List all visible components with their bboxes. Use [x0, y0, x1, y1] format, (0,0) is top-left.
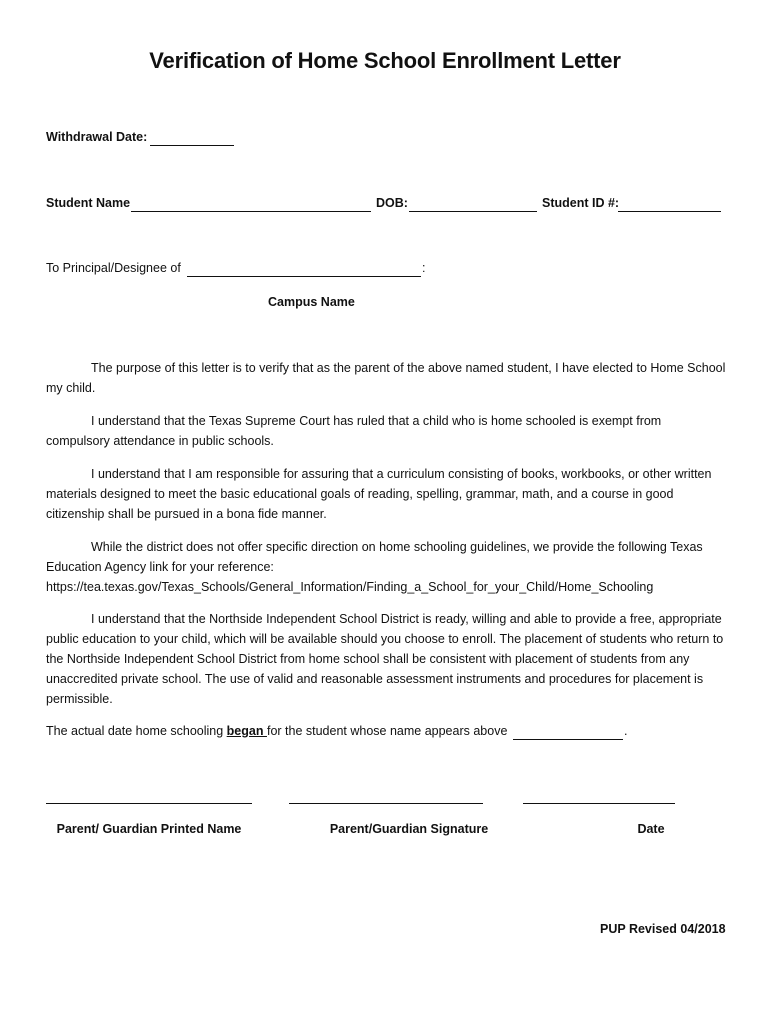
date-label: Date	[637, 822, 665, 836]
signature-line[interactable]	[289, 803, 483, 804]
student-name-label: Student Name	[46, 196, 131, 210]
paragraph-tea-link	[46, 537, 726, 597]
withdrawal-date-label: Withdrawal Date:	[46, 130, 148, 144]
dob-field[interactable]	[409, 211, 537, 212]
paragraph-tea-text: While the district does not offer specific direction on home schooling guidelines, we provide the following Texas Education Agency link for your reference:	[46, 540, 703, 574]
began-suffix: for the student whose name appears above	[266, 724, 508, 738]
principal-label: To Principal/Designee of	[46, 261, 181, 275]
campus-name-label: Campus Name	[268, 295, 355, 309]
paragraph-northside: I understand that the Northside Independent School District is ready, willing and able to provide a free, appropriate public education to your child, which will be available should you choose to enroll. The placement of students who return to the Northside Independent School District from home school shall be consistent with placement of students from any unaccredited private school. The use of valid and reasonable assessment instruments and procedures for placement is permissible.	[46, 612, 724, 706]
began-emphasis: began	[226, 724, 267, 738]
withdrawal-date-field[interactable]	[150, 145, 234, 146]
signature-label: Parent/Guardian Signature	[329, 822, 489, 836]
principal-colon: :	[422, 261, 426, 275]
document-title: Verification of Home School Enrollment Letter	[149, 48, 621, 73]
paragraph-purpose: The purpose of this letter is to verify that as the parent of the above named student, I have elected to Home School my child.	[46, 361, 726, 395]
began-sentence	[46, 724, 507, 738]
start-date-field[interactable]	[513, 739, 623, 740]
student-id-field[interactable]	[618, 211, 721, 212]
printed-name-label: Parent/ Guardian Printed Name	[56, 822, 242, 836]
printed-name-line[interactable]	[46, 803, 252, 804]
began-sentence-end: .	[624, 724, 628, 738]
dob-label: DOB:	[376, 196, 408, 210]
date-line[interactable]	[523, 803, 675, 804]
revision-footer: PUP Revised 04/2018	[600, 922, 726, 936]
student-id-label: Student ID #:	[542, 196, 620, 210]
tea-link[interactable]: https://tea.texas.gov/Texas_Schools/General_Information/Finding_a_School_for_your_Child/Home_Schooling	[46, 580, 654, 594]
began-prefix: The actual date home schooling	[46, 724, 227, 738]
paragraph-curriculum: I understand that I am responsible for assuring that a curriculum consisting of books, workbooks, or other written materials designed to meet the basic educational goals of reading, spelling, grammar, math, and a course in good citizenship shall be pursued in a bona fide manner.	[46, 467, 712, 521]
student-name-field[interactable]	[131, 211, 371, 212]
campus-name-field[interactable]	[187, 276, 421, 277]
paragraph-supreme-court: I understand that the Texas Supreme Court has ruled that a child who is home schooled is exempt from compulsory attendance in public schools.	[46, 414, 662, 448]
